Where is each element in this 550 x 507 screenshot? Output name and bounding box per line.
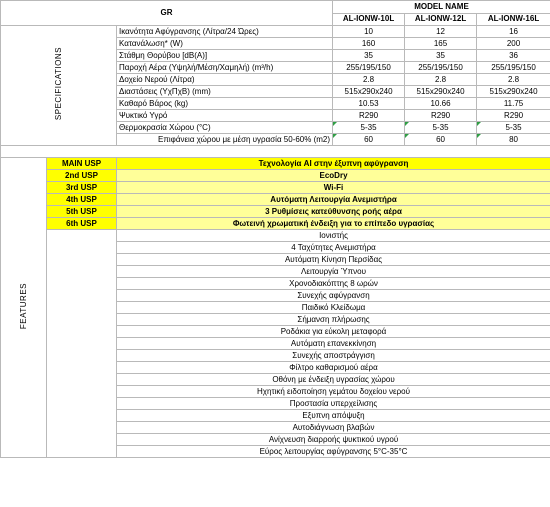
spec-row (1, 26, 550, 38)
spec-value: 160 (333, 38, 405, 50)
spec-value: 255/195/150 (405, 62, 477, 74)
usp-value: 3 Ρυθμίσεις κατεύθυνσης ροής αέρα (117, 206, 550, 218)
feature-item: Ιονιστής (117, 230, 550, 242)
spec-label: Καθαρό Βάρος (kg) (117, 98, 333, 110)
feature-item: Αυτόματη Κίνηση Περσίδας (117, 254, 550, 266)
feature-item: Εξυπνη απόψυξη (117, 410, 550, 422)
usp-value: Wi-Fi (117, 182, 550, 194)
spec-value: 255/195/150 (333, 62, 405, 74)
spec-value: 12 (405, 26, 477, 38)
spec-value: 515x290x240 (477, 86, 550, 98)
feature-item: Αυτοδιάγνωση βλαβών (117, 422, 550, 434)
spec-value: 35 (405, 50, 477, 62)
section-separator (1, 146, 550, 158)
usp-row (1, 206, 550, 218)
feature-item: Φίλτρο καθαρισμού αέρα (117, 362, 550, 374)
spec-value: 10 (333, 26, 405, 38)
spec-value: 200 (477, 38, 550, 50)
spec-label: Ικανότητα Αφύγρανσης (Λίτρα/24 Ώρες) (117, 26, 333, 38)
usp-row (1, 158, 550, 170)
usp-value: Αυτόματη Λειτουργία Ανεμιστήρα (117, 194, 550, 206)
usp-label: 2nd USP (47, 170, 117, 182)
spec-value: 2.8 (477, 74, 550, 86)
spec-value: R290 (333, 110, 405, 122)
feature-item: Οθόνη με ένδειξη υγρασίας χώρου (117, 374, 550, 386)
spec-value: 5-35 (477, 122, 550, 134)
spec-label: Διαστάσεις (ΥχΠχΒ) (mm) (117, 86, 333, 98)
feature-item: Ροδάκια για εύκολη μεταφορά (117, 326, 550, 338)
features-blank-column (47, 230, 117, 458)
usp-label: 6th USP (47, 218, 117, 230)
spec-value: R290 (477, 110, 550, 122)
model-header-1: AL-IONW-10L (333, 13, 405, 26)
spec-label: Κατανάλωση* (W) (117, 38, 333, 50)
feature-item: Συνεχής αφύγρανση (117, 290, 550, 302)
usp-row (1, 182, 550, 194)
feature-item: Ανίχνευση διαρροής ψυκτικού υγρού (117, 434, 550, 446)
features-section-label: FEATURES (1, 158, 47, 458)
usp-label: 4th USP (47, 194, 117, 206)
feature-item: Εύρος λειτουργίας αφύγρανσης 5°C-35°C (117, 446, 550, 458)
feature-item: Αυτόματη επανεκκίνηση (117, 338, 550, 350)
spec-value: 10.53 (333, 98, 405, 110)
spec-label: Επιφάνεια χώρου με μέση υγρασία 50-60% (m2) (117, 134, 333, 146)
spec-label: Στάθμη Θορύβου [dB(A)] (117, 50, 333, 62)
usp-label: 5th USP (47, 206, 117, 218)
spec-value: 2.8 (405, 74, 477, 86)
spec-value: 60 (405, 134, 477, 146)
spec-value: 36 (477, 50, 550, 62)
usp-label: MAIN USP (47, 158, 117, 170)
spec-value: 2.8 (333, 74, 405, 86)
spec-value: R290 (405, 110, 477, 122)
spec-value: 255/195/150 (477, 62, 550, 74)
feature-item: Ηχητική ειδοποίηση γεμάτου δοχείου νερού (117, 386, 550, 398)
spec-label: Δοχείο Νερού (Λίτρα) (117, 74, 333, 86)
feature-item: Λειτουργία Ύπνου (117, 266, 550, 278)
spec-value: 515x290x240 (333, 86, 405, 98)
usp-value: Τεχνολογία AI στην έξυπνη αφύγρανση (117, 158, 550, 170)
usp-label: 3rd USP (47, 182, 117, 194)
usp-row (1, 194, 550, 206)
header-row-1 (1, 1, 550, 14)
model-name-header: MODEL NAME (333, 1, 550, 14)
spec-value: 60 (333, 134, 405, 146)
spec-value: 165 (405, 38, 477, 50)
feature-row (1, 230, 550, 242)
spec-value: 35 (333, 50, 405, 62)
spec-label: Θερμοκρασία Χώρου (°C) (117, 122, 333, 134)
feature-item: Παιδικό Κλείδωμα (117, 302, 550, 314)
feature-item: Συνεχής αποστράγγιση (117, 350, 550, 362)
spec-value: 5-35 (333, 122, 405, 134)
spec-value: 5-35 (405, 122, 477, 134)
usp-value: Φωτεινή χρωματική ένδειξη για το επίπεδο υγρασίας (117, 218, 550, 230)
separator-cell (1, 146, 550, 158)
region-header: GR (1, 1, 333, 26)
spec-label: Παροχή Αέρα (Υψηλή/Μέση/Χαμηλή) (m³/h) (117, 62, 333, 74)
specifications-section-label: SPECIFICATIONS (1, 26, 117, 146)
model-header-3: AL-IONW-16L (477, 13, 550, 26)
feature-item: Προστασία υπερχείλισης (117, 398, 550, 410)
feature-item: Σήμανση πλήρωσης (117, 314, 550, 326)
usp-row (1, 170, 550, 182)
feature-item: 4 Ταχύτητες Ανεμιστήρα (117, 242, 550, 254)
model-header-2: AL-IONW-12L (405, 13, 477, 26)
spec-value: 80 (477, 134, 550, 146)
spec-value: 10.66 (405, 98, 477, 110)
spec-label: Ψυκτικό Υγρό (117, 110, 333, 122)
usp-value: EcoDry (117, 170, 550, 182)
spec-value: 515x290x240 (405, 86, 477, 98)
spec-value: 16 (477, 26, 550, 38)
feature-item: Χρονοδιακόπτης 8 ωρών (117, 278, 550, 290)
spec-value: 11.75 (477, 98, 550, 110)
usp-row (1, 218, 550, 230)
